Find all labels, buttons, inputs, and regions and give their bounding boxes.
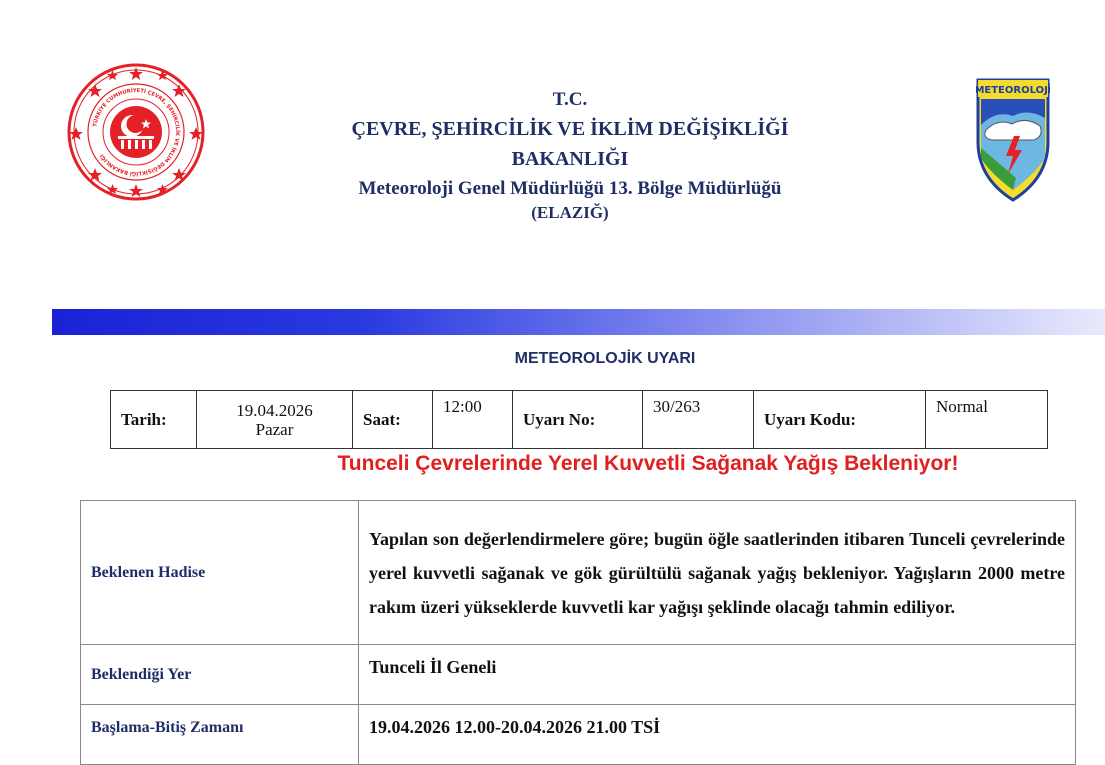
info-row [111,391,1048,449]
meteoroloji-logo [976,78,1050,202]
meteoroloji-shield-icon [976,78,1050,202]
warning-headline: Tunceli Çevrelerinde Yerel Kuvvetli Sağanak Yağış Bekleniyor! [337,452,959,475]
tarih-label: Tarih: [111,391,197,449]
row-value-baslama-bitis: 19.04.2026 12.00-20.04.2026 21.00 TSİ [359,705,1076,765]
svg-text:TÜRKİYE CUMHURİYETİ ÇEVRE, ŞEH: TÜRKİYE CUMHURİYETİ ÇEVRE, ŞEHİRCİLİK VE İKLİM DEĞİŞİKLİĞİ BAKANLIĞI [92,87,181,177]
table-row [81,501,1076,645]
saat-value: 12:00 [433,391,513,449]
header-tc: T.C. [552,89,588,110]
tarih-date: 19.04.2026 [236,400,313,420]
saat-label: Saat: [353,391,433,449]
uyari-no-value: 30/263 [643,391,754,449]
table-row [81,705,1076,765]
ministry-header [290,86,850,224]
warning-info-table [110,390,1048,449]
row-label-beklenen-hadise: Beklenen Hadise [81,501,359,645]
ministry-seal-logo [66,62,206,202]
ministry-seal-icon [66,62,206,202]
uyari-kodu-value: Normal [926,391,1048,449]
row-value-beklenen-hadise: Yapılan son değerlendirmelere göre; bugün öğle saatlerinden itibaren Tunceli çevrelerinde yerel kuvvetli sağanak ve gök gürültülü sağanak yağış bekleniyor. Yağışların 2000 metre rakım üzeri yükseklerde kuvvetli kar yağışı şeklinde olacağı tahmin ediliyor. [359,501,1076,645]
warning-details-table [80,500,1076,765]
table-row [81,645,1076,705]
header-banner-bar [52,309,1105,335]
uyari-no-label: Uyarı No: [513,391,643,449]
tarih-day: Pazar [255,419,294,439]
header-directorate: Meteoroloji Genel Müdürlüğü 13. Bölge Müdürlüğü [358,178,782,199]
row-value-beklendigi-yer: Tunceli İl Geneli [359,645,1076,705]
row-label-beklendigi-yer: Beklendiği Yer [81,645,359,705]
uyari-kodu-label: Uyarı Kodu: [754,391,926,449]
svg-text:METEOROLOJİ: METEOROLOJİ [976,85,1050,96]
document-title: METEOROLOJİK UYARI [514,350,696,367]
header-ministry-line2: BAKANLIĞI [511,148,629,170]
tarih-value [197,391,353,449]
header-city: (ELAZIĞ) [531,203,609,222]
row-label-baslama-bitis: Başlama-Bitiş Zamanı [81,705,359,765]
header-ministry-line1: ÇEVRE, ŞEHİRCİLİK VE İKLİM DEĞİŞİKLİĞİ [351,118,789,140]
